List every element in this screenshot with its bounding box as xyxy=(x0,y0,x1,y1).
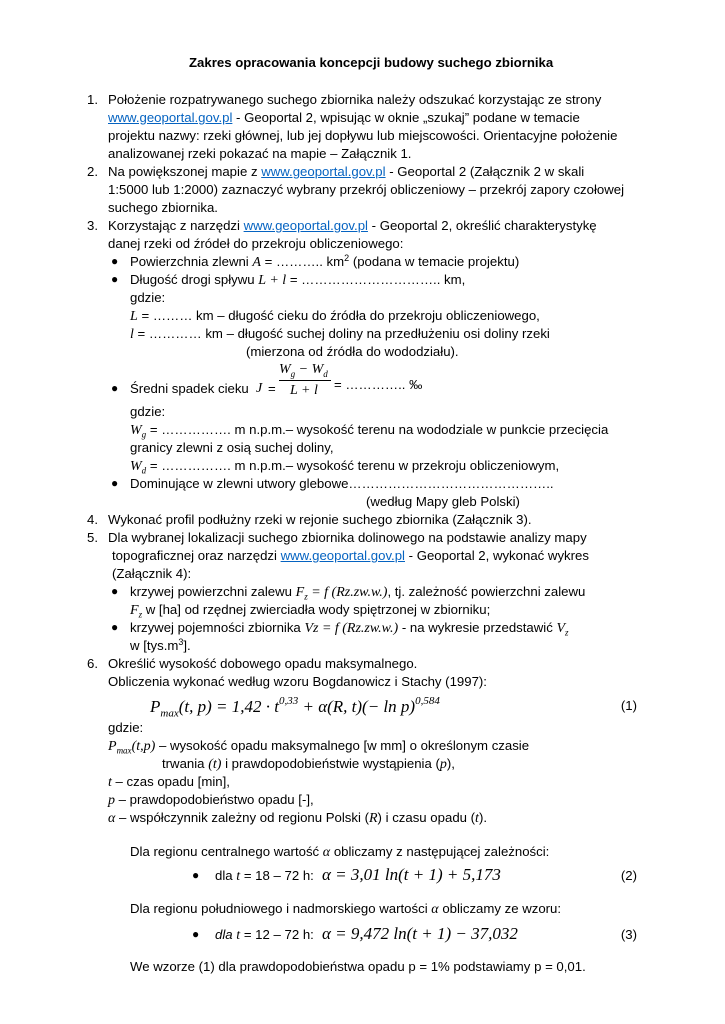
geoportal-link[interactable]: www.geoportal.gov.pl xyxy=(261,164,386,179)
item1-line3: projektu nazwy: rzeki głównej, lub jej dopływu lub miejscowości. Orientacyjne położenie xyxy=(108,128,618,143)
item3-bullet-area: Powierzchnia zlewni A = ……….. $km^2$ (podana w temacie projektu) xyxy=(130,253,520,270)
item6-line2: Obliczenia wykonać według wzoru Bogdanowicz i Stachy (1997): xyxy=(108,674,487,689)
bullet-icon: ● xyxy=(192,868,200,882)
geoportal-link[interactable]: www.geoportal.gov.pl xyxy=(280,548,405,563)
item1-line4: analizowanej rzeki pokazać na mapie – Załącznik 1. xyxy=(108,146,412,161)
equation-number: (2) xyxy=(620,868,637,883)
bullet-icon: ● xyxy=(111,272,119,286)
geoportal-link[interactable]: www.geoportal.gov.pl xyxy=(108,110,233,125)
Pmax-definition: $P_{max}(t,p)$ – wysokość opadu maksymalnego [w mm] o określonym czasie xyxy=(108,738,530,756)
item6-line1: Określić wysokość dobowego opadu maksymalnego. xyxy=(108,656,418,671)
item5-line2: topograficznej oraz narzędzi www.geoportal.gov.pl - Geoportal 2, wykonać wykres xyxy=(112,548,589,563)
gdzie-label: gdzie: xyxy=(130,404,166,419)
item3-line1: Korzystając z narzędzi www.geoportal.gov.pl - Geoportal 2, określić charakterystykę xyxy=(108,218,597,233)
item1-line2: www.geoportal.gov.pl - Geoportal 2, wpisując w oknie „szukaj” podane w temacie xyxy=(108,110,580,125)
item-number: 3. xyxy=(87,218,98,233)
item5-line3: (Załącznik 4): xyxy=(112,566,192,581)
gdzie-label: gdzie: xyxy=(130,290,166,305)
item-number: 5. xyxy=(87,530,98,545)
bullet-icon: ● xyxy=(111,476,119,490)
item5-bullet-flood-area: krzywej powierzchni zalewu $F_z = f$ (Rz.zw.w.), tj. zależność powierzchni zalewu xyxy=(130,584,586,602)
item-number: 4. xyxy=(87,512,98,527)
equation-3: α = 9,472 ln(t + 1) − 37,032 xyxy=(322,924,518,943)
item4-line1: Wykonać profil podłużny rzeki w rejonie suchego zbiornika (Załącznik 3). xyxy=(108,512,532,527)
region-central-line: Dla regionu centralnego wartość α obliczamy z następującej zależności: xyxy=(130,844,550,860)
Wd-definition: $W_d$ = ……………. m n.p.m.– wysokość terenu w przekroju obliczeniowym, xyxy=(130,458,560,476)
slope-numerator: $W_g - W_d$ xyxy=(279,362,328,379)
equation-1: $P_{max}(t$, $p) = 1,42 \cdot t^{0,33} + \alpha(R$, $t)(- \ln p)^{0,584}$ xyxy=(150,695,440,720)
bullet-icon: ● xyxy=(111,381,119,395)
document-title: Zakres opracowania koncepcji budowy suchego zbiornika xyxy=(189,55,554,70)
region-south-range: dla t = 12 – 72 h: xyxy=(215,927,314,943)
Wg-definition: $W_g$ = ……………. m n.p.m.– wysokość terenu na wododziale w punkcie przecięcia xyxy=(130,422,609,440)
equation-2: α = 3,01 ln(t + 1) + 5,173 xyxy=(322,865,501,884)
item1-line1: Położenie rozpatrywanego suchego zbiornika należy odszukać korzystając ze strony xyxy=(108,92,602,107)
region-south-line: Dla regionu południowego i nadmorskiego wartości α obliczamy ze wzoru: xyxy=(130,901,562,917)
item-number: 2. xyxy=(87,164,98,179)
slope-denominator: L + l xyxy=(290,383,318,398)
item3-bullet-soils: Dominujące w zlewni utwory glebowe……………………………………….. xyxy=(130,476,554,491)
final-note: We wzorze (1) dla prawdopodobieństwa opadu p = 1% podstawiamy p = 0,01. xyxy=(130,959,586,974)
Pmax-definition-2: trwania (t) i prawdopodobieństwie wystąpienia (p), xyxy=(162,756,455,772)
bullet-icon: ● xyxy=(111,584,119,598)
item5-line1: Dla wybranej lokalizacji suchego zbiornika dolinowego na podstawie analizy mapy xyxy=(108,530,587,545)
item2-line2: 1:5000 lub 1:2000) zaznaczyć wybrany przekrój obliczeniowy – przekrój zapory czołowej xyxy=(108,182,625,197)
region-central-range: dla t = 18 – 72 h: xyxy=(215,868,314,884)
bullet-icon: ● xyxy=(111,254,119,268)
L-definition: L = ……… km – długość cieku do źródła do przekroju obliczeniowego, xyxy=(130,308,540,324)
slope-eq: = xyxy=(268,381,276,396)
item2-line1: Na powiększonej mapie z www.geoportal.gov.pl - Geoportal 2 (Załącznik 2 w skali xyxy=(108,164,585,179)
gdzie-label: gdzie: xyxy=(108,720,144,735)
item-number: 6. xyxy=(87,656,98,671)
item-number: 1. xyxy=(87,92,98,107)
alpha-definition: α – współczynnik zależny od regionu Polski (R) i czasu opadu (t). xyxy=(108,810,487,826)
item3-line2: danej rzeki od źródeł do przekroju obliczeniowego: xyxy=(108,236,404,251)
soils-note: (według Mapy gleb Polski) xyxy=(366,494,520,509)
geoportal-link[interactable]: www.geoportal.gov.pl xyxy=(243,218,368,233)
slope-value: = ………….. ‰ xyxy=(334,377,423,392)
item3-bullet-length: Długość drogi spływu L + l = ………………………….. km, xyxy=(130,272,466,288)
Wg-definition-2: granicy zlewni z osią suchej doliny, xyxy=(130,440,334,455)
bullet-icon: ● xyxy=(192,927,200,941)
fraction-bar xyxy=(279,380,331,381)
bullet-icon: ● xyxy=(111,620,119,634)
item5-bullet-flood-area-2: $F_z$ w [ha] od rzędnej zwierciadła wody spiętrzonej w zbiorniku; xyxy=(130,602,491,620)
item5-bullet-volume: krzywej pojemności zbiornika Vz = f (Rz.zw.w.) - na wykresie przedstawić $V_z$ xyxy=(130,620,569,638)
slope-J: J xyxy=(256,381,263,396)
item2-line3: suchego zbiornika. xyxy=(108,200,218,215)
l-definition-note: (mierzona od źródła do wododziału). xyxy=(246,344,459,359)
slope-label: Średni spadek cieku xyxy=(130,381,249,396)
equation-number: (3) xyxy=(620,927,637,942)
p-definition: p – prawdopodobieństwo opadu [-], xyxy=(108,792,314,808)
equation-number: (1) xyxy=(620,698,637,713)
t-definition: t – czas opadu [min], xyxy=(108,774,230,790)
l-definition: l = ………… km – długość suchej doliny na przedłużeniu osi doliny rzeki xyxy=(130,326,550,342)
item5-bullet-volume-2: w $[tys.m^3]$. xyxy=(130,637,191,653)
